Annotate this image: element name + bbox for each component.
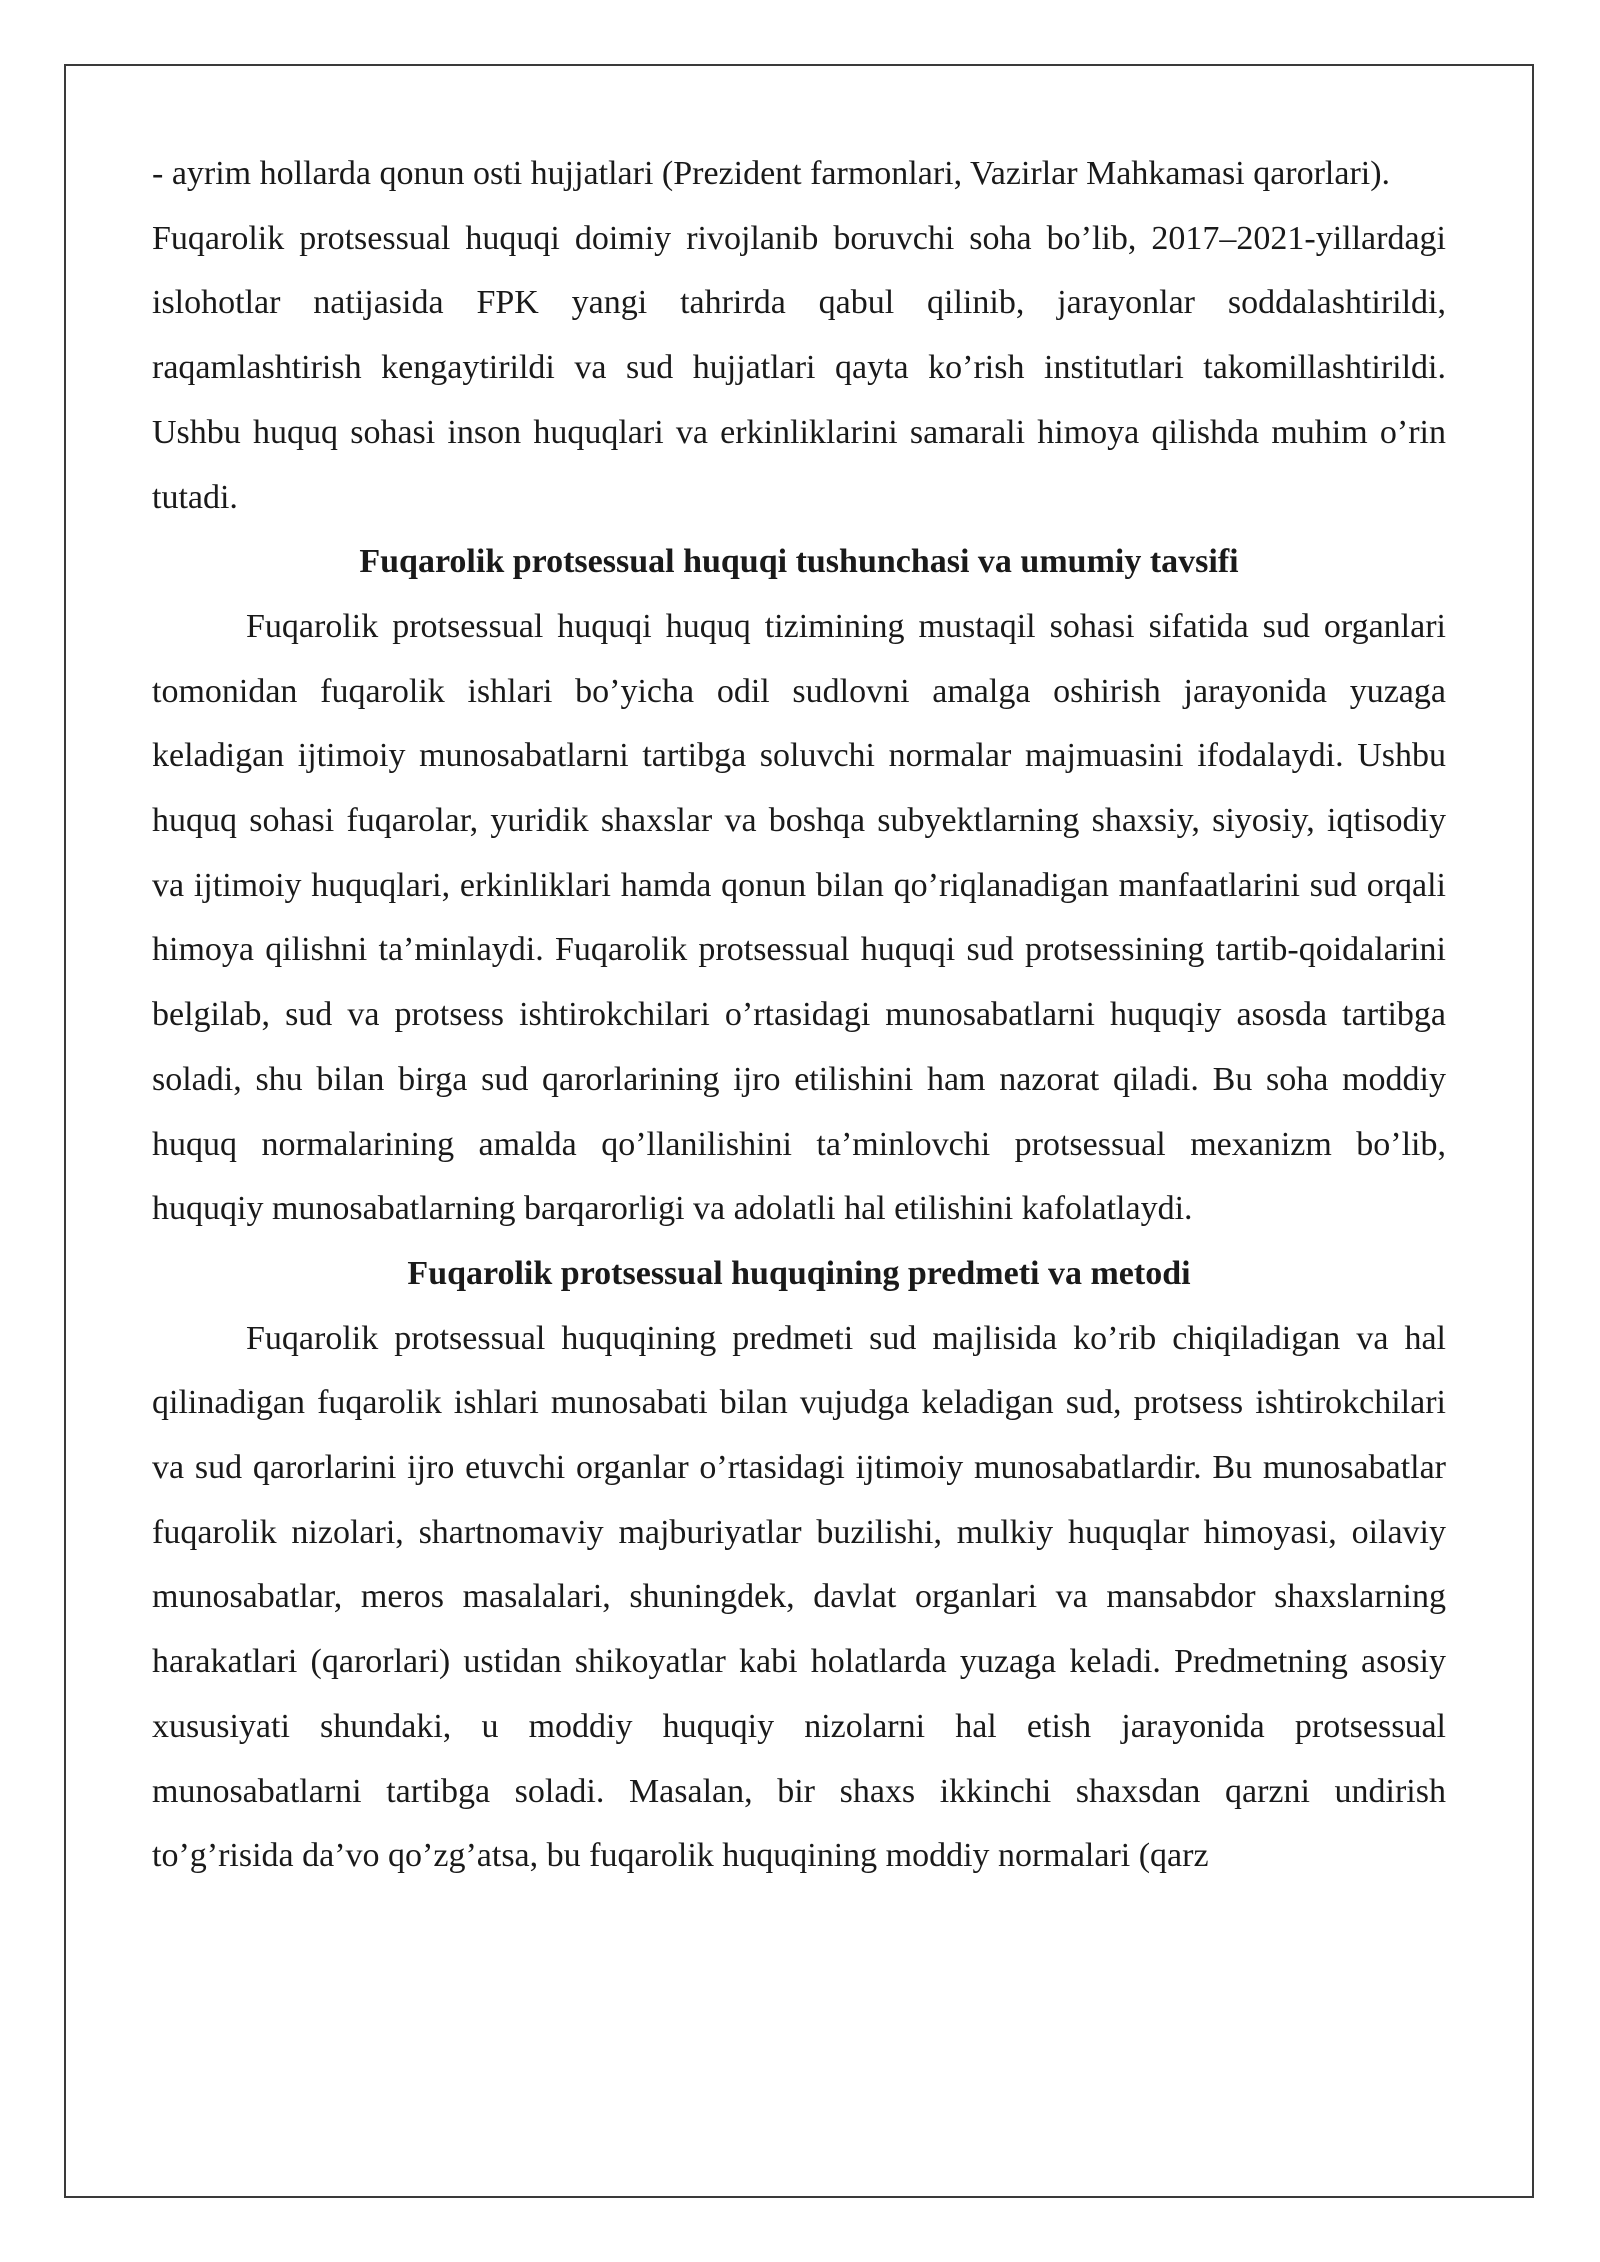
- section-heading-subject-method: Fuqarolik protsessual huquqining predmeti va metodi: [407, 1254, 1191, 1292]
- section-heading-concept: Fuqarolik protsessual huquqi tushunchasi va umumiy tavsifi: [359, 543, 1239, 581]
- paragraph-subject: Fuqarolik protsessual huquqining predmeti sud majlisida ko’rib chiqiladigan va hal qilinadigan fuqarolik ishlari munosabati bilan vujudga keladigan sud, protsess ishtirokchilari va sud qarorlarini ijro etuvchi organlar o’rtasidagi ijtimoiy munosabatlardir. Bu munosabatlar fuqarolik nizolari, shartnomaviy majburiyatlar buzilishi, mulkiy huquqlar himoyasi, oilaviy munosabatlar, meros masalalari, shuningdek, davlat organlari va mansabdor shaxslarning harakatlari (qarorlari) ustidan shikoyatlar kabi holatlarda yuzaga keladi. Predmetning asosiy xususiyati shundaki, u moddiy huquqiy nizolarni hal etish jarayonida protsessual munosabatlarni tartibga soladi. Masalan, bir shaxs ikkinchi shaxsdan qarzni undirish to’g’risida da’vo qo’zg’atsa, bu fuqarolik huquqining moddiy normalari (qarz: [152, 1319, 1446, 1875]
- paragraph-reforms: Fuqarolik protsessual huquqi doimiy rivojlanib boruvchi soha bo’lib, 2017–2021-yillardagi islohotlar natijasida FPK yangi tahrirda qabul qilinib, jarayonlar soddalashtirildi, raqamlashtirish kengaytirildi va sud hujjatlari qayta ko’rish institutlari takomillashtirildi. Ushbu huquq sohasi inson huquqlari va erkinliklarini samarali himoya qilishda muhim o’rin tutadi.: [152, 219, 1446, 516]
- paragraph-bylaws-item: - ayrim hollarda qonun osti hujjatlari (Prezident farmonlari, Vazirlar Mahkamasi qarorlari).: [152, 155, 1391, 192]
- paragraph-concept: Fuqarolik protsessual huquqi huquq tizimining mustaqil sohasi sifatida sud organlari tomonidan fuqarolik ishlari bo’yicha odil sudlovni amalga oshirish jarayonida yuzaga keladigan ijtimoiy munosabatlarni tartibga soluvchi normalar majmuasini ifodalaydi. Ushbu huquq sohasi fuqarolar, yuridik shaxslar va boshqa subyektlarning shaxsiy, siyosiy, iqtisodiy va ijtimoiy huquqlari, erkinliklari hamda qonun bilan qo’riqlanadigan manfaatlarini sud orqali himoya qilishni ta’minlaydi. Fuqarolik protsessual huquqi sud protsessining tartib-qoidalarini belgilab, sud va protsess ishtirokchilari o’rtasidagi munosabatlarni huquqiy asosda tartibga soladi, shu bilan birga sud qarorlarining ijro etilishini ham nazorat qiladi. Bu soha moddiy huquq normalarining amalda qo’llanilishini ta’minlovchi protsessual mexanizm bo’lib, huquqiy munosabatlarning barqarorligi va adolatli hal etilishini kafolatlaydi.: [152, 607, 1446, 1228]
- document-body: [152, 142, 1446, 1889]
